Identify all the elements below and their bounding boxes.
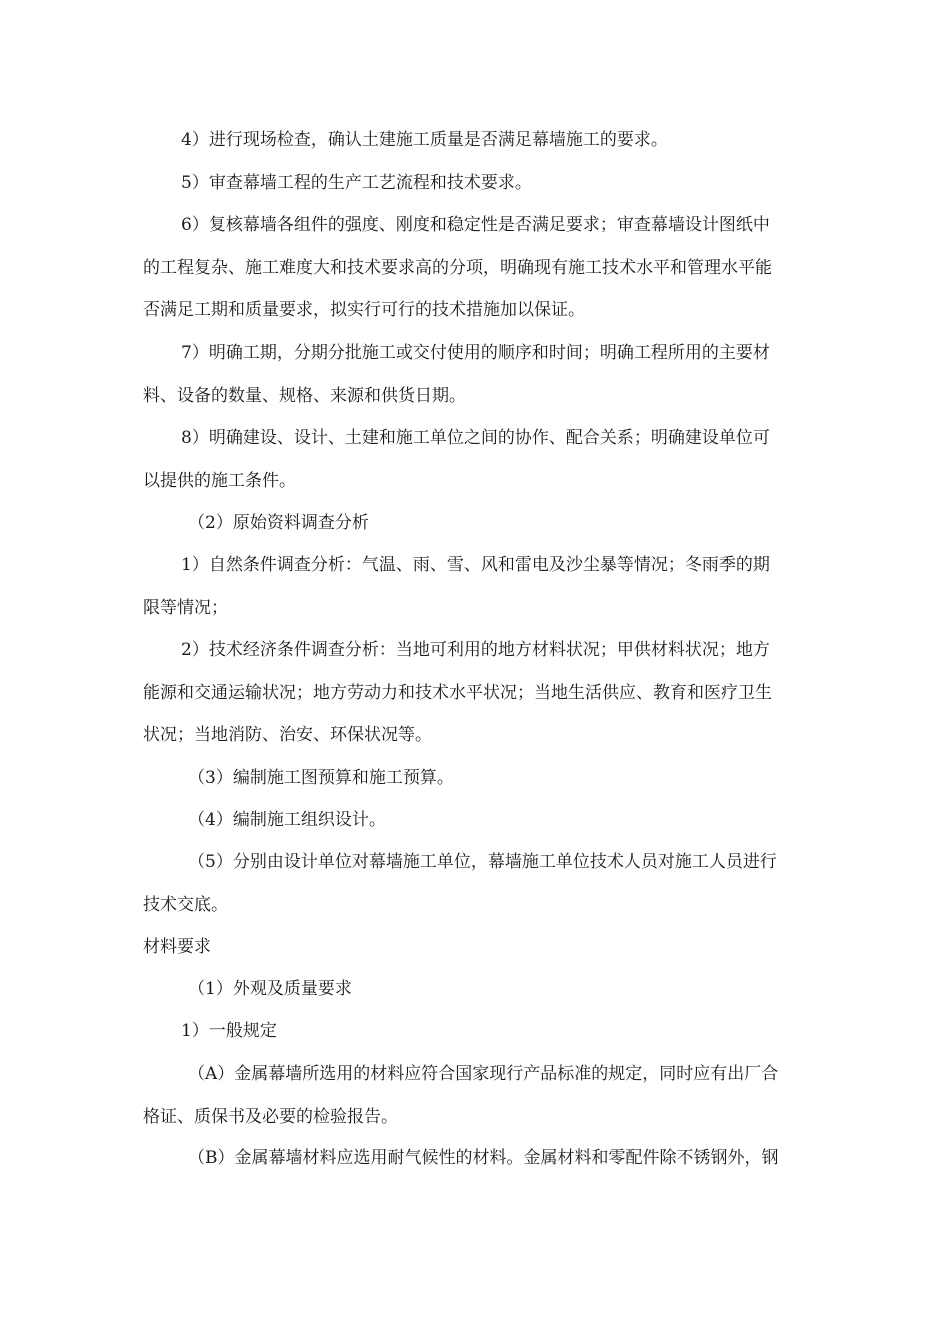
paragraph-tech-economic-conditions: [143, 629, 818, 757]
text-line: （A）金属幕墙所选用的材料应符合国家现行产品标准的规定，同时应有出厂合: [188, 1064, 779, 1084]
text-line: 技术交底。: [143, 894, 228, 915]
text-line: （1）外观及质量要求: [188, 979, 352, 999]
paragraph-item-8: [143, 417, 818, 502]
section-heading-5: [143, 841, 818, 926]
paragraph-item-4: [143, 119, 818, 162]
text-line: 的工程复杂、施工难度大和技术要求高的分项，明确现有施工技术水平和管理水平能: [143, 257, 772, 278]
text-line: 能源和交通运输状况；地方劳动力和技术水平状况；当地生活供应、教育和医疗卫生: [143, 682, 772, 703]
text-line: 7）明确工期，分期分批施工或交付使用的顺序和时间；明确工程所用的主要材: [181, 343, 770, 363]
text-line: 1）一般规定: [181, 1021, 277, 1041]
paragraph-item-b: [143, 1137, 818, 1180]
text-line: 否满足工期和质量要求，拟实行可行的技术措施加以保证。: [143, 300, 585, 320]
text-line: （5）分别由设计单位对幕墙施工单位，幕墙施工单位技术人员对施工人员进行: [188, 852, 777, 872]
paragraph-item-a: [143, 1053, 818, 1138]
paragraph-item-5: [143, 162, 818, 205]
text-line: 6）复核幕墙各组件的强度、刚度和稳定性是否满足要求；审查幕墙设计图纸中: [181, 215, 770, 235]
text-line: 料、设备的数量、规格、来源和供货日期。: [143, 385, 466, 406]
section-heading-3: [143, 757, 818, 800]
text-line: （2）原始资料调查分析: [188, 513, 369, 533]
subsection-general-rules: [143, 1010, 818, 1053]
text-line: 1）自然条件调查分析：气温、雨、雪、风和雷电及沙尘暴等情况；冬雨季的期: [181, 555, 770, 575]
section-heading-appearance-quality: [143, 968, 818, 1011]
text-line: 4）进行现场检查，确认土建施工质量是否满足幕墙施工的要求。: [181, 130, 668, 150]
paragraph-item-7: [143, 332, 818, 417]
text-line: 格证、质保书及必要的检验报告。: [143, 1106, 398, 1127]
text-line: 以提供的施工条件。: [143, 470, 296, 491]
text-line: 状况；当地消防、治安、环保状况等。: [143, 725, 432, 745]
section-title-materials: [143, 926, 818, 969]
paragraph-natural-conditions: [143, 544, 818, 629]
section-heading-4: [143, 799, 818, 842]
text-line: 8）明确建设、设计、土建和施工单位之间的协作、配合关系；明确建设单位可: [181, 428, 770, 448]
text-line: （B）金属幕墙材料应选用耐气候性的材料。金属材料和零配件除不锈钢外，钢: [188, 1148, 779, 1168]
paragraph-item-6: [143, 204, 818, 332]
text-line: （4）编制施工组织设计。: [188, 810, 386, 830]
text-line: 材料要求: [143, 937, 211, 957]
text-line: 2）技术经济条件调查分析：当地可利用的地方材料状况；甲供材料状况；地方: [181, 640, 770, 660]
text-line: 限等情况；: [143, 597, 228, 618]
text-line: 5）审查幕墙工程的生产工艺流程和技术要求。: [181, 173, 532, 193]
text-line: （3）编制施工图预算和施工预算。: [188, 768, 454, 788]
section-heading-2: [143, 502, 818, 545]
